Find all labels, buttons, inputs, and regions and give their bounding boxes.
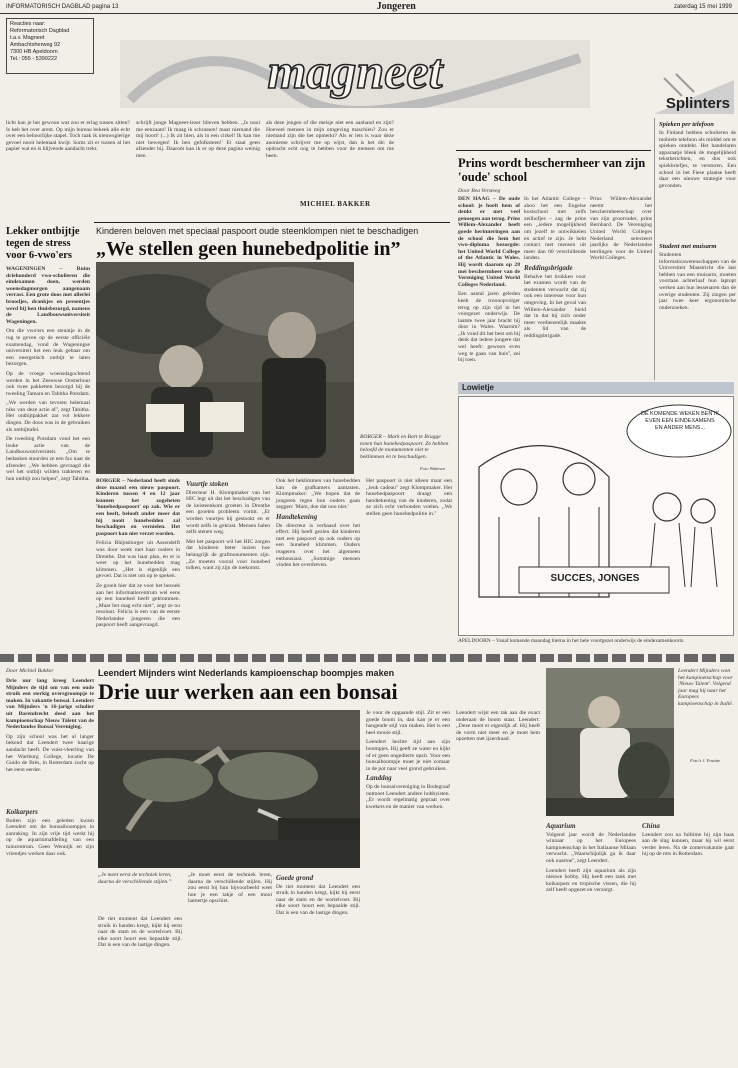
bonsai-lead-column xyxy=(6,678,94,804)
leendert-caption: Leendert Mijnders won het kampioenschap voor 'Nieuw Talent'. Volgend jaar mag hij naar het Europees kampioenschap in Italië. xyxy=(678,668,734,707)
hunebed-lead: BORGER – Nederland heeft sinds deze maand een nieuw paspoort. Kinderen tussen 4 en 12 jaar kunnen het zogeheten 'hunebedpaspoort' op zak. Wie er een heeft, belooft onder meer dat hij nooit hunebedden zal beschadigen en vernielen. Het paspoort kan niet verzet worden. xyxy=(96,478,180,537)
divider xyxy=(94,222,450,223)
prins-column-1 xyxy=(458,196,520,374)
prins-lead: DEN HAAG – De oude school: je hoeft hem of denkt er met veel genoegen aan terug. Prins Willem-Alexander heeft goede herinneringen aan de school die hem het vwo-diploma bezorgde: het United World College of the Atlantic in Wales. Hij wordt daarom op 28 mei beschermheer van de Vereniging United World Colleges Nederland. xyxy=(458,196,520,288)
photo-credit: Foto Wakesen xyxy=(420,466,446,471)
prins-column-3: Prins Willem-Alexander neemt het beschermheerschap over van zijn grootvader, prins Bernhard. De Vereniging United World Colleges Nederland selecteert jaarlijks de Nederlandse leerlingen voor de United World Colleges. xyxy=(590,196,652,262)
magneet-masthead xyxy=(120,40,590,108)
splinters-title: Splinters xyxy=(665,95,730,112)
masthead-title: magneet xyxy=(267,43,443,99)
contact-line: Reacties naar: xyxy=(10,21,46,27)
column-text-1: licht kan je het gewoon wat zou er erlag tussen zitten? Is heb het over arent. Op mijn bureau bekeek alle echt over een behoorlijke stapel. Toch raak ik nieuwsgierige gevoel nooit helemaal kwijt. Soms zit er tussen al het papier wat en is blijvende aandacht trekt. xyxy=(6,120,130,153)
column-text-2: schrijft jonge Magneet-lezer blieven hebben. ,,Is nooi me eenzaam! Ik maag ik schrassen! maar niemand die mij hoort! (...) Ik zit hien, als in een cirkel! Ik kan me niet bewegen! Ik ben gefolksteen!' Er staat geen afzender bij. Daarom kan ik er op deze pagina weinig mee. xyxy=(136,120,260,159)
hunebed-paragraph: De directeur is verbaasd over het effect. Hij heeft gezien dat kinderen met een paspoort op ook ouders op een hunebed klimmen. Ouders reageren over het algemeen enthousiast. ,,Sommige mensen vinden het overdreven. xyxy=(276,522,360,569)
bonsai-left-column xyxy=(6,806,94,1064)
lowietje-label: Lowietje xyxy=(458,382,734,394)
prins-paragraph: Behalve het brokken voor het examen wordt van de studenten verwacht dat zij ook een interesse voor hun omgeving. In het geval van Willem-Alexander hield dat in dat hij zich onder meer verdienstelijk maakte als lid van de reddingsbrigade. xyxy=(524,273,586,339)
issue-date: zaterdag 15 mei 1999 xyxy=(673,3,732,10)
contact-line: Tel.: 055 - 5390222 xyxy=(10,56,58,62)
contact-line: Reformatorisch Dagblad xyxy=(10,28,70,34)
prins-paragraph: Een aantal jaren geleden keek de troonopvolger terug op zijn tijd in het voorgezet onderwijs. De laatste twee jaar bracht hij door in Wales. Waarom? ,,Ik vond dit het best om bij denk dat iedere jongere dat wel heeft: gewoon even weg te gaan van huis'', zei hij toen. xyxy=(458,291,520,364)
splinter-headline: Student met muisarm xyxy=(659,243,717,250)
bonsai-subhead: China xyxy=(642,822,660,830)
bonsai-lead: Drie uur lang kreeg Leendert Mijnders de tijd om van een oude struik een sterkig oversgroompje te maken. In vakantie bonsai. Leendert van Mijnders 'n 16-jarige scholier uit Barendrecht deed aan het kampioenschap Nieuw Talent van de Nederlandse Bonsai Vereniging. xyxy=(6,678,94,731)
hunebed-column-1 xyxy=(96,478,180,646)
hunebed-paragraph: Felicia Rhijnsburger uit Assendelft was door week met haar ouders in Drenthe. Dat was haar plan, en er is weer op het hunebedden mag klimmen. ,,Het is eigenlijk een gevoel. Dat is niet om op te speken. xyxy=(96,540,180,580)
vwo-headline: Lekker ontbijtje tegen de stress voor 6-vwo'ers xyxy=(6,226,80,261)
hunebed-column-4: Het paspoort is niet alleen maar een ,,leuk cadeau'' zegt Klompmaker. Het hunebedpaspoort draagt een handtekening van de kinderen, zodat ze zich echt verbonden voelen. ,,We stellen geen hunebedpolitie in.'' xyxy=(366,478,452,517)
bonsai-caption: „Je moet eerst de techniek leren, daarna de verschillende stijlen.” xyxy=(98,872,172,885)
bonsai-paragraph: Leendert hechte tijd aan zijn boompjes. Hij geeft ze water en kijkt of er geen ongedierte opzit. Voor een bonsaiboompje moet je niet zomaar in de pot naar veel grond gebruiken. xyxy=(366,739,450,772)
bonsai-byline: Door Michiel Bakker xyxy=(6,668,54,674)
bonsai-paragraph: Leendert heeft zijn aquarium als zijn nieuwe hobby. Hij heeft een tank met koikarpers en tropische vissen, die hij zelf heeft opgezet en verzorgt. xyxy=(546,867,636,894)
hunebed-paragraph: Ook het beklimmen van hunebedden kan de grafkamers aantasten. Klompmaker: ,,We hopen dat de jongeren tegen hun ouders gaan zeggen: 'Mam, doe dat nou niet.' xyxy=(276,478,360,511)
hunebed-photo xyxy=(96,262,354,474)
hunebed-column-3 xyxy=(276,478,360,646)
splinter-text: Studenten informaticawetenschappen van de Universiteit Maastricht die last hebben van een muisarm, moeten voortaan achterlaaf hun laptopt werken aan hun lessenaren dan de overige studenten. Zij zingen per jaar twee keer ergonomische onderzoeken. xyxy=(659,252,736,311)
succes-sign: SUCCES, JONGES xyxy=(550,573,640,584)
vwo-paragraph: ,,We werden van tevoren helemaal niks van deze actie af'', zegt Tabitha. Het ontbijtpakket zat vol lekkere dingen. De doos was in de gebruiken als ontbijttafel. xyxy=(6,400,90,433)
bonsai-paragraph: Op de bonsaivereniging in Bodegraaf ontmoet Leendert andere hobbyisten. ,,Er wordt regelmatig gepraat over kwekers en de manier van werken. xyxy=(366,783,450,810)
bonsai-subhead: Landdag xyxy=(366,774,392,783)
column-text-3: als deze jongen of die meisje niet een aanhand en zijn? Hoeveel mensen in mijn omgeving maschien? Zou er niemand zijn die het opmerkt? Als er iets is waar deze anonieme schrijver me op wijst, dan is het dit: de opdracht echt oog te hebben voor de mensen om me heen. xyxy=(266,120,394,159)
divider xyxy=(456,150,651,151)
bonsai-column-mid-2: Leendert wijst een tak aan die exact onderaan de boom staat. Leendert: ,,Deze moet er eigenlijk af. Hij heeft de vorm niet meer en je moet hem opzetten met ijzerdraad. xyxy=(456,710,540,743)
contact-box xyxy=(6,18,94,74)
bonsai-paragraph: Volgend jaar wordt de Nederlandse winnaar op het Europees kampioenschap in het Italiaanse Milaan verwacht. ,,Waarschijnlijk ga ik daar ook naartoe'', zegt Leendert. xyxy=(546,831,636,864)
paper-name: INFORMATORISCH DAGBLAD pagina 13 xyxy=(6,3,119,10)
vwo-paragraph: Om die vwo'ers een steuntje in de rug te geven op de eerste officiële examendag, vond de Wageningse universiteit het een leuk gebaar om een energetisch ontbijt te laten bezorgen. xyxy=(6,328,90,368)
prins-paragraph: In het Atlantic College – ahoo het een Engelse kostschool met zelfs zeilhofjes – zag de prins een ,,iedere mogelijkheid om jezelf te ontwikkelen en actief te zijn. Je hebt contact met mensen uit meer dan 60 verschillende landen. xyxy=(524,196,586,262)
hunebed-caption: BORGER – Mark en Bart te Brugge tonen hun hunebedpaspoort. Ze hebben beloofd de monumenten niet te beklimmen en te beschadigen. xyxy=(360,434,449,460)
page-header xyxy=(0,0,738,14)
prins-byline: Door Bea Versteeg xyxy=(458,188,501,194)
bonsai-column-3 xyxy=(276,872,360,1064)
contact-line: 7300 HB Apeldoorn xyxy=(10,49,58,55)
bonsai-paragraph: Buiten zijn een geleden kwam Leendert om de bonsaiboompjes in aanraking. In zijn vrije tijd werkt hij op de aquariumafdeling van een tuincentrum. Geen Wennijk en zijn vriendjes werken daar ook. xyxy=(6,817,94,857)
contact-line: Ambachtsherweg 92 xyxy=(10,42,61,48)
speech-bubble xyxy=(635,411,725,432)
lowietje-cartoon xyxy=(458,396,734,636)
bonsai-paragraph: Leendert zou na fulltime bij zijn baas aan de slag kunnen, maar hij wil eerst verder leren. Na de zomervakantie gaat hij op de mts in Rotterdam. xyxy=(642,831,734,858)
bonsai-subhead: Goede grond xyxy=(276,874,314,882)
hunebed-subhead: Handtekening xyxy=(276,512,318,521)
hunebed-paragraph: Directeur H. Klompmaker van het HIC legt uit dat het beschadigen van de keisteenkom groeten in Drenthe een groeten probleem vormt. ,,Er worden vuurtjes bij gestookt en er wordt zelfs in gekrast. Mensen halen zelfs stenen weg. xyxy=(186,489,270,536)
contact-line: t.a.v. Magneet xyxy=(10,35,45,41)
bonsai-headline: Drie uur werken aan een bonsai xyxy=(98,679,398,704)
prins-column-2 xyxy=(524,196,586,374)
section-title: Jongeren xyxy=(376,1,416,12)
hunebed-column-2 xyxy=(186,478,270,646)
bonsai-paragraph: Op zijn school was het al langer bekend dat Leendert twee haarige aandacht heeft. De vuist-vleerling van het Wartburg College, locatie De Guido de Brès, in Rotterdam zocht op het eerst eerder. xyxy=(6,733,94,773)
speech-text: DE KOMENDE WEKEN BEN IK EVEN EEN EINDEXAMENS xyxy=(640,411,720,424)
vwo-column xyxy=(6,266,90,646)
splinter-text: In Finland hebben scholieren de mobiele telefoon als middel om te spieken ontdekt. Het handelaren apparaatje bleek de mogelijkheid tekstberichten, en dus ook spiekbriefjes, te versturen. Een school in het Fiese plaatse heeft daar een nieuwe strategie voor gevonden. xyxy=(659,130,736,189)
vwo-lead: WAGENINGEN – Ruim driehonderd vwo-scholieren die eindexamen doen, werden woensdagmorgen aangenaam verrast. Een grote doos met allerlei broodjes, drankjes en presentjes werd bij hen thuisbezorgd, namens de Landbouwuniversiteit Wageningen. xyxy=(6,266,90,325)
vwo-paragraph: De tweeling Potsdam vond het een leuke actie van de Landbouwuniversiteit. ,,Om te bedanken stuurden ze een fax naar de afzender. ,,We hebben gevraagd die wel het ontbijt wilden trakteren en hun ontbijt zou helpen'', zegt Tabitha. xyxy=(6,436,90,482)
bonsai-subhead: Aquarium xyxy=(546,822,576,830)
bonsai-right-column-1 xyxy=(546,820,636,1064)
column-author: MICHIEL BAKKER xyxy=(300,200,371,208)
hunebed-headline: „We stellen geen hunebedpolitie in” xyxy=(96,238,401,260)
prins-headline: Prins wordt beschermheer van zijn 'oude' school xyxy=(458,156,646,184)
leendert-photo xyxy=(546,668,674,816)
splinters-column xyxy=(654,118,736,380)
bonsai-paragraph: De tiet moment dat Leendert een struik in handen kregt, kijkt hij eerst naar de stam en de wortelvoet. Bij elke soort hoort een bepaalde stijl. Dat is een van de lastige dingen. xyxy=(276,883,360,916)
cartoon-caption: APELDOORN – Vanaf komende maandag hierna in het hele voortgezet onderwijs de eindexamenkoorts. xyxy=(458,638,685,644)
photo-credit: Foto's J. Fraatte xyxy=(690,758,721,763)
bonsai-subhead: Koikarpers xyxy=(6,808,38,816)
bonsai-right-column-2 xyxy=(642,820,734,1064)
bonsai-column-mid-1 xyxy=(366,710,450,1064)
bonsai-column-2: „Je moet eerst de techniek leren, daarna de verschillende stijlen. Hij zou eerst bij hun bijvoorbeeld weet hoe je een takje of een mooi hamertje opschiet. xyxy=(188,872,272,905)
prins-subhead: Reddingsbrigade xyxy=(524,263,573,272)
hunebed-kicker: Kinderen beloven met speciaal paspoort oude steenklompen niet te beschadigen xyxy=(96,226,419,236)
splinter-headline: Spieken per telefoon xyxy=(659,121,714,128)
bonsai-paragraph: Je voor de opgaande stijl. Zit er een goede boom in, dan kan je er een hangende stijl van maken. Het is een heel mooie stijl. xyxy=(366,710,450,736)
bonsai-column-1: De tiet moment dat Leendert een struik in handen kregt, kijkt hij eerst naar de stam en de wortelvoet. Bij elke soort hoort een bepaalde stijl. Dat is een van de lastige dingen. xyxy=(98,916,182,949)
hunebed-paragraph: Met het paspoort wil het HIC zorgen dat kinderen beter inzien hoe belangrijk de grafmonumenten zijn. ,,Ze moeten vooral voor hunebed tolken, want zij zijn de toekomst. xyxy=(186,538,270,572)
bonsai-photo xyxy=(98,710,360,868)
hunebed-subhead: Vuurtje stoken xyxy=(186,480,229,488)
vwo-paragraph: Op de vroege woensdagochtend werden in het Zeeuwse Oosterhout ook twee pakketten bezorgd bij de tweeling Tamara en Tabitha Potsdam. xyxy=(6,370,90,397)
splinters-logo xyxy=(654,70,734,114)
hunebed-paragraph: Ze groeit hier dat ze voor het bezoek aan het informatiecentrum wel eens op een hunebed heeft geklommen. ,,Maar het mag echt niet'', zegt ze nu resoluut. Felicia is een van de eerste Nederlandse jongeren die een paspoort heeft aangevraagd. xyxy=(96,582,180,629)
divider-band xyxy=(0,654,738,662)
bonsai-kicker: Leendert Mijnders wint Nederlands kampioenschap boompjes maken xyxy=(98,668,395,678)
speech-text: EN ANDER MENS... xyxy=(654,425,706,431)
